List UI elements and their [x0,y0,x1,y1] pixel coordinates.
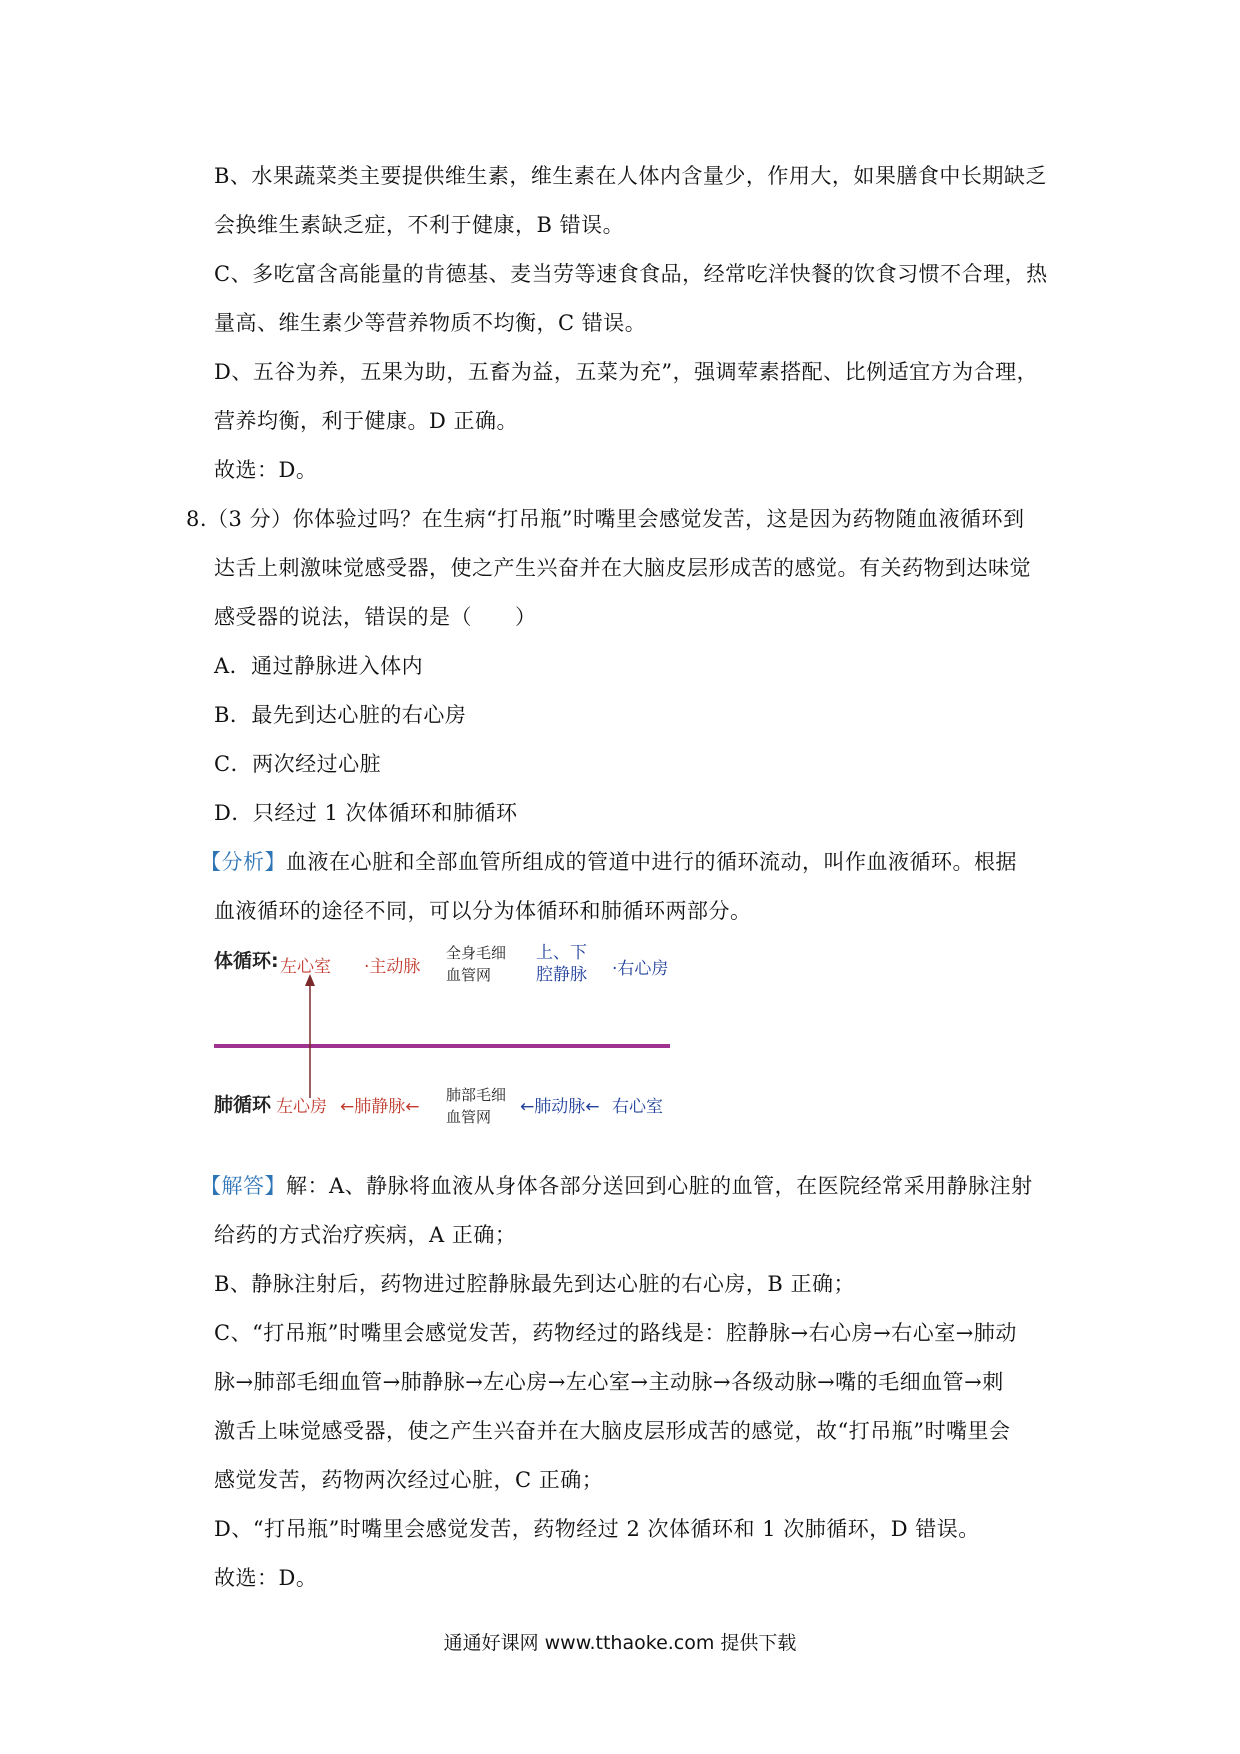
answer-line: C、“打吊瓶”时嘴里会感觉发苦，药物经过的路线是：腔静脉→右心房→右心室→肺动 [214,1321,1017,1345]
option-c: C．两次经过心脏 [214,752,382,776]
answer-line: 激舌上味觉感受器，使之产生兴奋并在大脑皮层形成苦的感觉，故“打吊瓶”时嘴里会 [214,1419,1011,1443]
page-footer: 通通好课网 www.tthaoke.com 提供下载 [443,1632,797,1654]
analysis-line [200,846,1017,876]
option-b: B．最先到达心脏的右心房 [214,703,467,727]
systemic-label: 体循环: [214,950,279,972]
systemic-aorta: ·主动脉 [364,957,421,977]
question-8-stem: 8.（3 分）你体验过吗？在生病“打吊瓶”时嘴里会感觉发苦，这是因为药物随血液循环到 [186,507,1025,531]
analysis-tag: 【分析】 [200,850,286,874]
option-d: D．只经过 1 次体循环和肺循环 [214,801,518,825]
answer-line: 故选：D。 [214,1566,318,1590]
pulmonary-left-atrium: 左心房 [276,1097,327,1117]
answer-line: B、静脉注射后，药物进过腔静脉最先到达心脏的右心房，B 正确； [214,1272,856,1296]
systemic-vena-cava: 上、下 腔静脉 [536,943,587,985]
text-line: 会换维生素缺乏症，不利于健康，B 错误。 [214,213,625,237]
answer-line: 感觉发苦，药物两次经过心脏，C 正确； [214,1468,604,1492]
text-line: 达舌上刺激味觉感受器，使之产生兴奋并在大脑皮层形成苦的感觉。有关药物到达味觉 [214,556,1031,580]
text-line: C、多吃富含高能量的肯德基、麦当劳等速食食品，经常吃洋快餐的饮食习惯不合理，热 [214,262,1048,286]
text-line: 感受器的说法，错误的是（ ） [214,605,537,629]
pulmonary-artery: ←肺动脉← [520,1097,600,1117]
pulmonary-right-ventricle: 右心室 [612,1097,663,1117]
systemic-left-ventricle: 左心室 [280,957,331,977]
answer-line: 给药的方式治疗疾病，A 正确； [214,1223,517,1247]
answer-line: D、“打吊瓶”时嘴里会感觉发苦，药物经过 2 次体循环和 1 次肺循环，D 错误。 [214,1517,980,1541]
text-line: D、五谷为养，五果为助，五畜为益，五菜为充”，强调荤素搭配、比例适宜方为合理， [214,360,1039,384]
answer-tag: 【解答】 [200,1174,286,1198]
pulmonary-label: 肺循环 [214,1094,272,1116]
text-line: B、水果蔬菜类主要提供维生素，维生素在人体内含量少，作用大，如果膳食中长期缺乏 [214,164,1047,188]
systemic-right-atrium: ·右心房 [612,959,669,979]
pulmonary-vein: ←肺静脉← [340,1097,420,1117]
text-line: 量高、维生素少等营养物质不均衡，C 错误。 [214,311,647,335]
analysis-text: 血液在心脏和全部血管所组成的管道中进行的循环流动，叫作血液循环。根据 [286,850,1017,874]
answer-line [200,1170,1033,1200]
option-a: A．通过静脉进入体内 [214,654,424,678]
analysis-line: 血液循环的途径不同，可以分为体循环和肺循环两部分。 [214,899,752,923]
text-line: 故选：D。 [214,458,318,482]
pulmonary-capillaries: 肺部毛细 血管网 [446,1086,507,1126]
text-line: 营养均衡，利于健康。D 正确。 [214,409,519,433]
answer-text: 解：A、静脉将血液从身体各部分送回到心脏的血管，在医院经常采用静脉注射 [286,1174,1033,1198]
circulation-diagram [214,940,674,1140]
systemic-capillaries: 全身毛细 血管网 [446,944,507,984]
answer-line: 脉→肺部毛细血管→肺静脉→左心房→左心室→主动脉→各级动脉→嘴的毛细血管→刺 [214,1370,1004,1394]
